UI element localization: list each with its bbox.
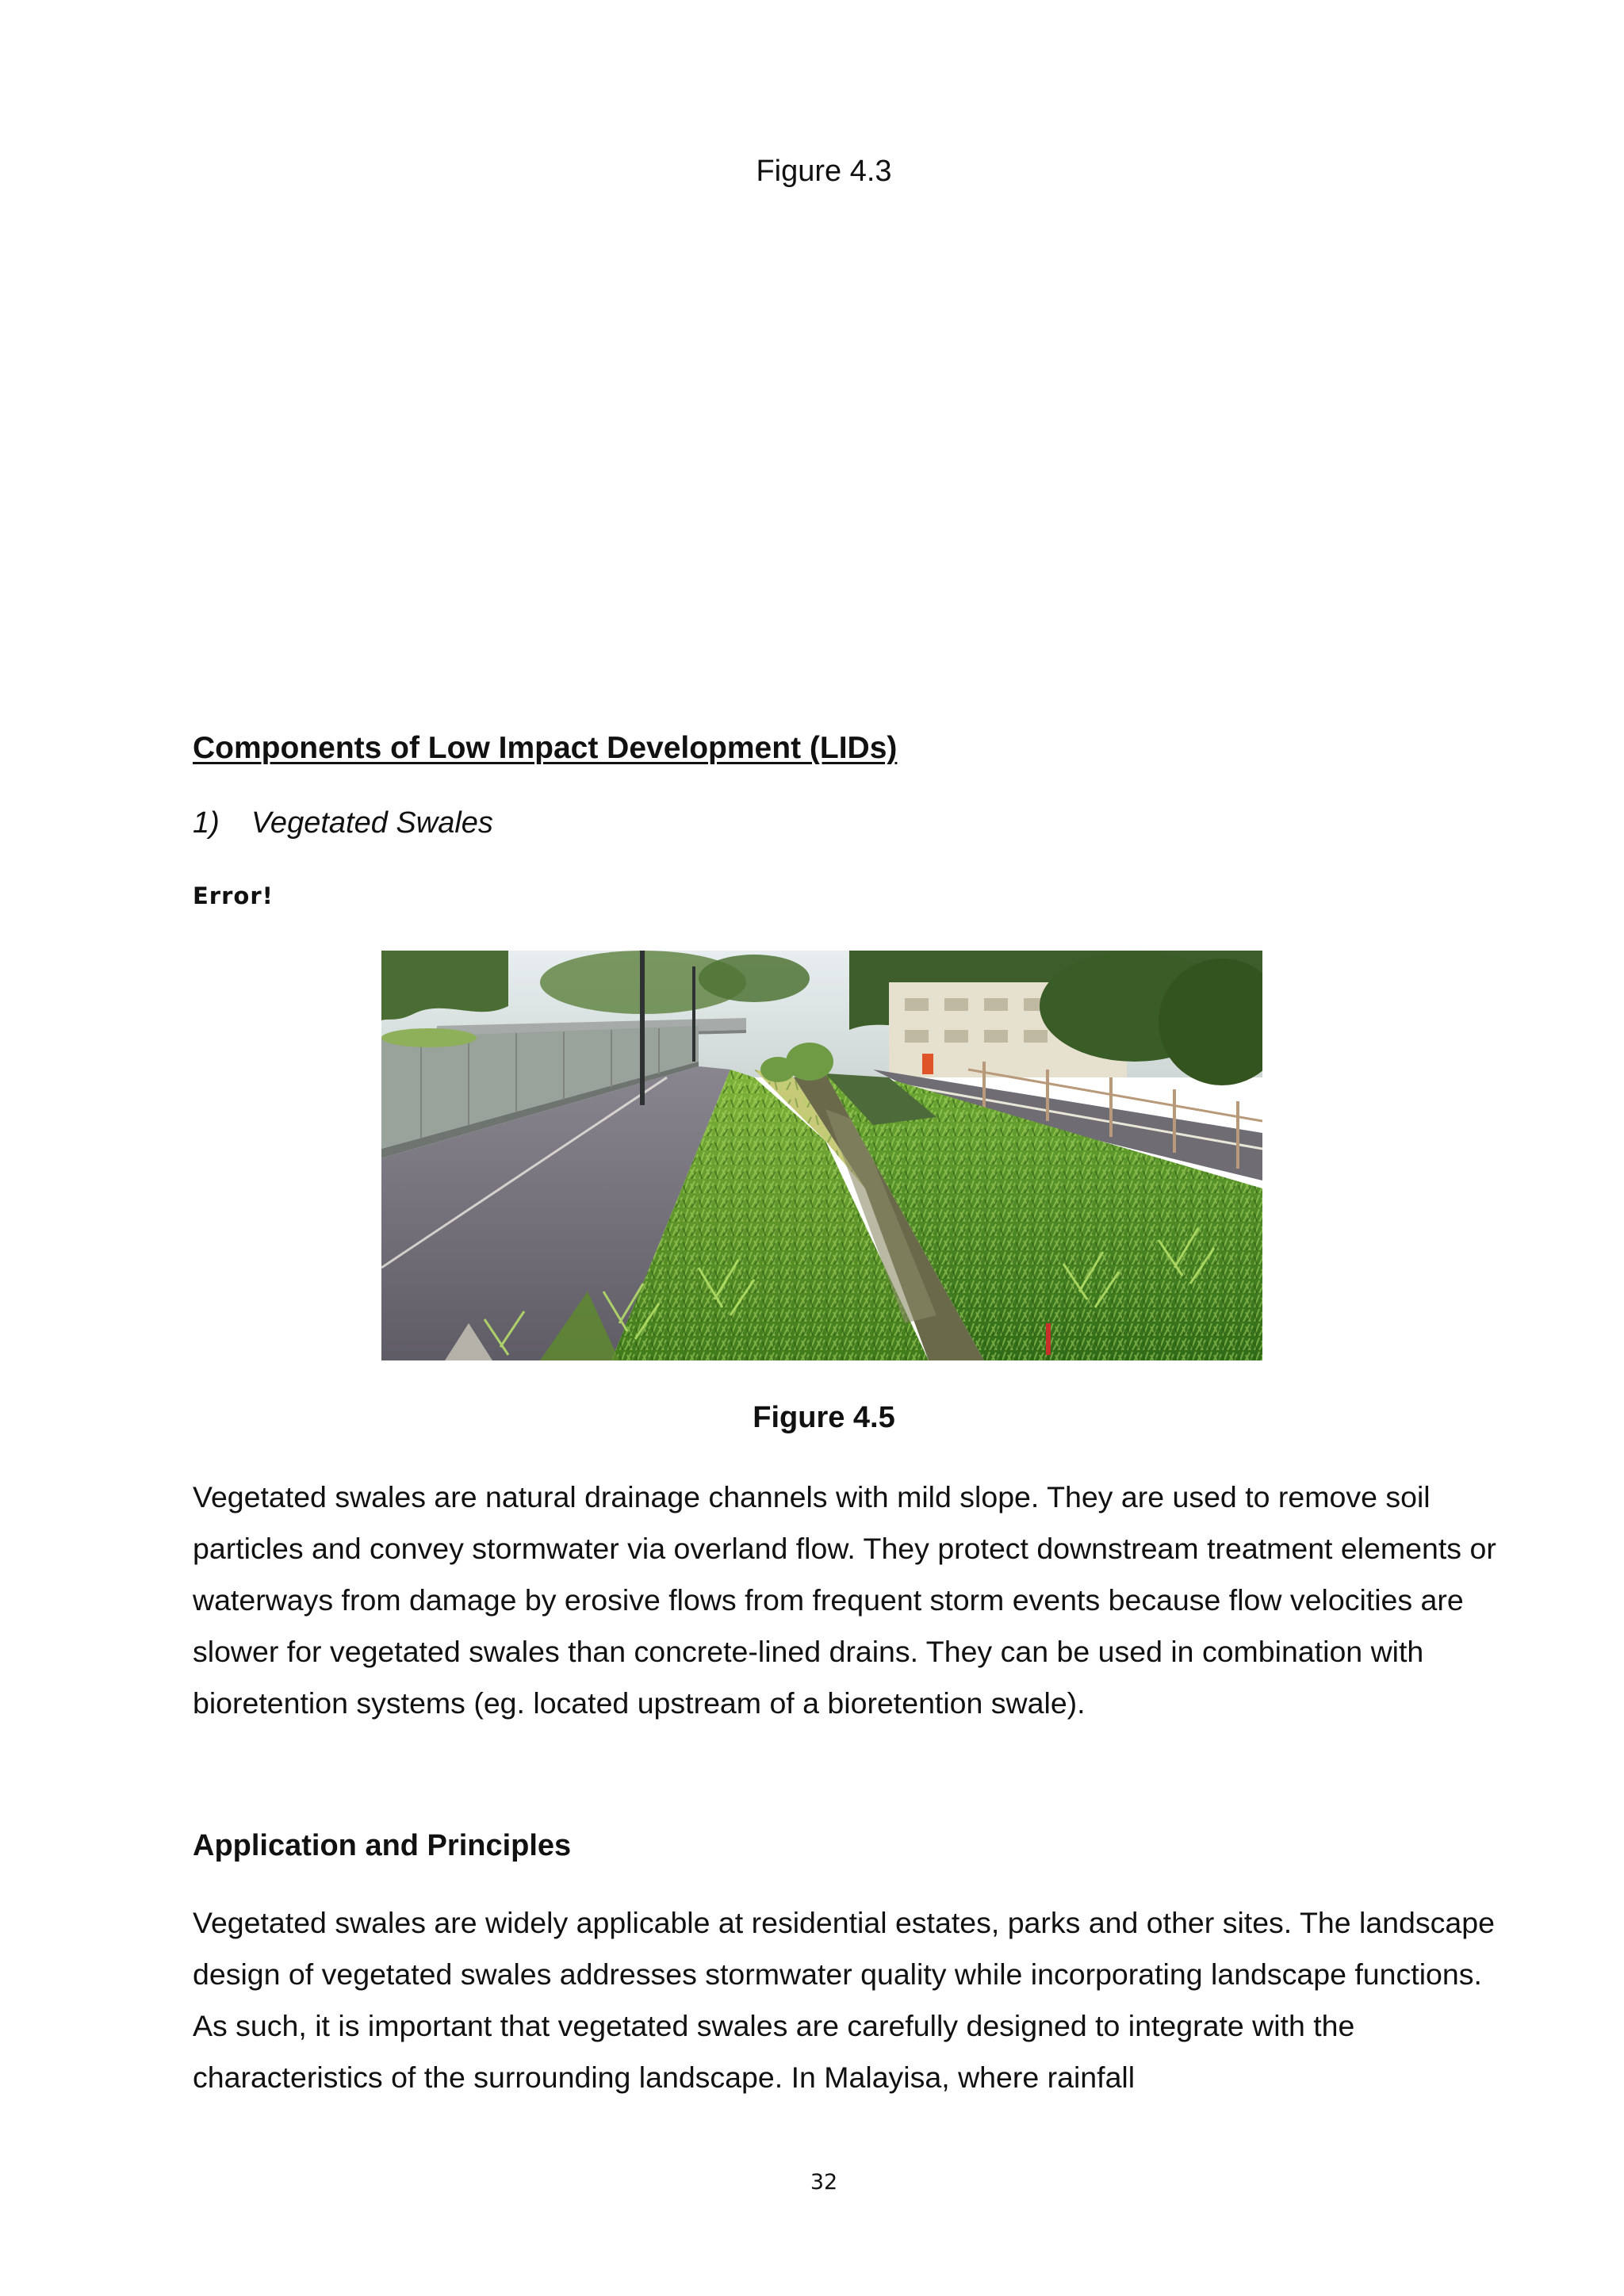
error-text: Error! (193, 882, 274, 909)
figure-4-3-caption: Figure 4.3 (756, 155, 892, 188)
paragraph-vegetated-swales: Vegetated swales are natural drainage channels with mild slope. They are used to remove soil particles and convey stormwater via overland flow. They protect downstream treatment elements or waterways from damage by erosive flows from frequent storm events because flow velocities are slower for vegetated swales than concrete-lined drains. They can be used in combination with bioretention systems (eg. located upstream of a bioretention swale). (193, 1480, 1496, 1720)
section-heading: Components of Low Impact Development (LIDs) (193, 731, 898, 765)
application-heading: Application and Principles (193, 1829, 572, 1862)
paragraph-application: Vegetated swales are widely applicable at residential estates, parks and other sites. The landscape design of vegetated swales addresses stormwater quality while incorporating landscape functions. As such, it is important that vegetated swales are carefully designed to integrate with the characteristics of the surrounding landscape. In Malayisa, where rainfall (193, 1906, 1495, 2094)
figure-4-5-caption: Figure 4.5 (753, 1401, 895, 1434)
sub-heading (193, 804, 493, 842)
page-number: 32 (810, 2170, 838, 2195)
sub-heading-number: 1) (193, 806, 220, 840)
sub-heading-title: Vegetated Swales (251, 806, 493, 840)
vegetated-swale-photo (381, 951, 1262, 1360)
